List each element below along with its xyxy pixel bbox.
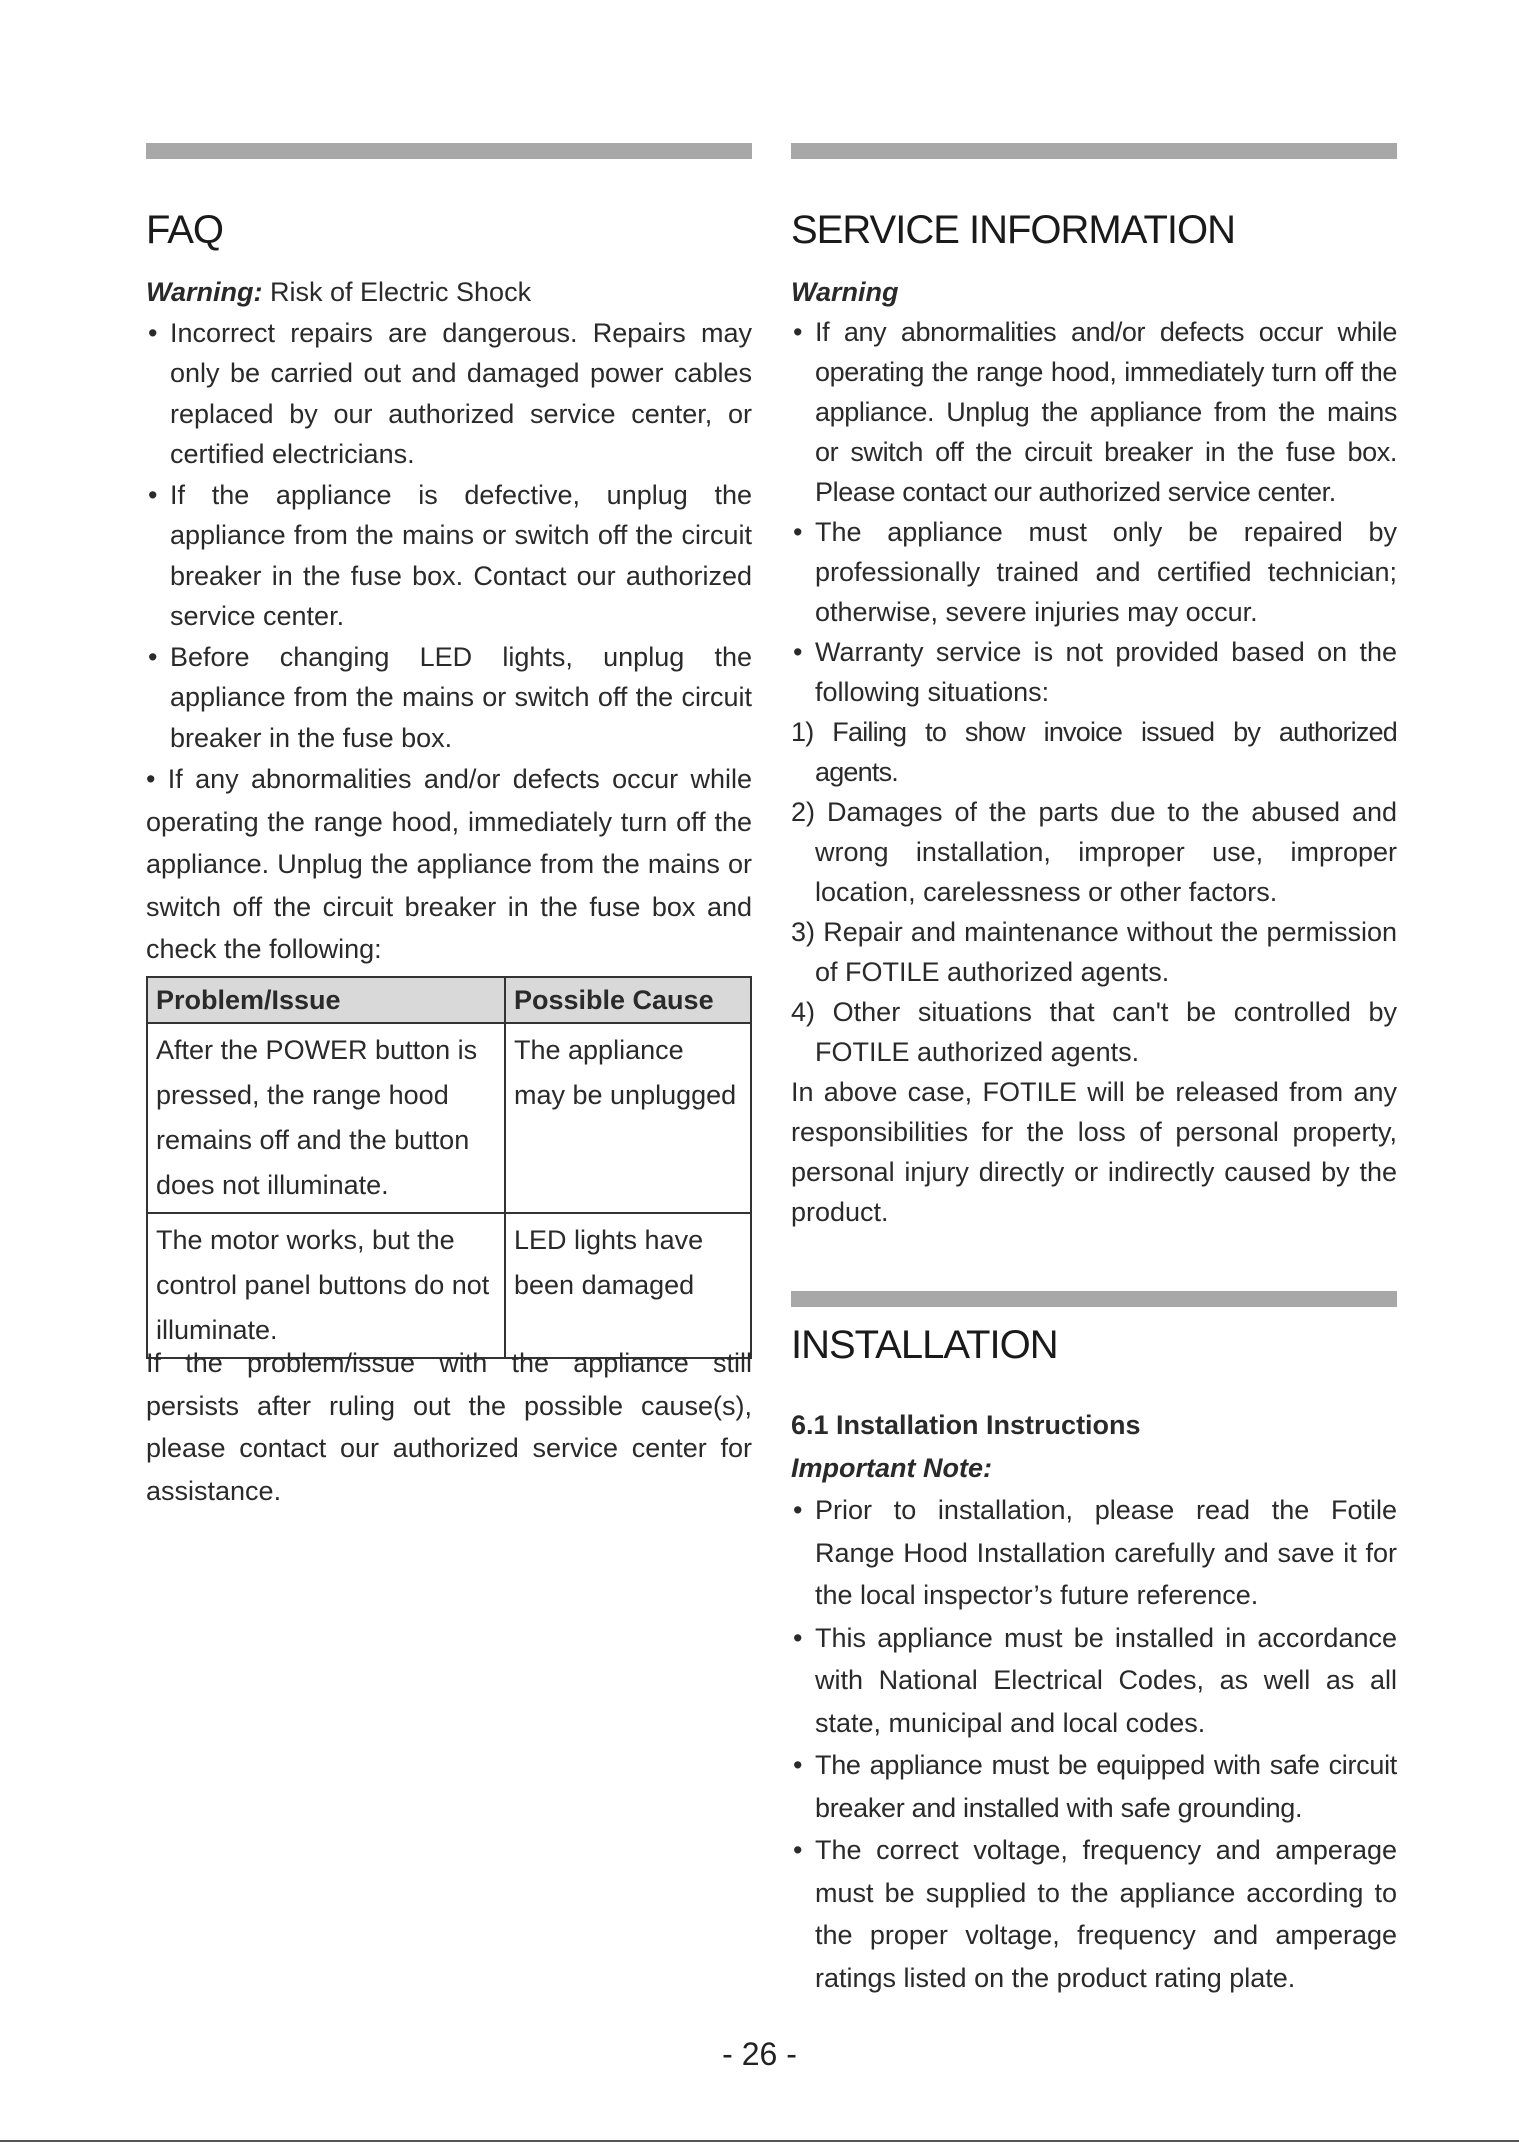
table-row xyxy=(147,1213,751,1358)
faq-intro: • If any abnormalities and/or defects occur while operating the range hood, immediately turn off the appliance. Unplug the appliance from the mains or switch off the circuit breaker in the fuse box and check the following: xyxy=(146,764,752,964)
section-divider-bar xyxy=(146,143,752,159)
situation-item: 4) Other situations that can't be controlled by FOTILE authorized agents. xyxy=(791,997,1397,1067)
situation-item: 1) Failing to show invoice issued by authorized agents. xyxy=(791,717,1397,787)
table-cell-problem: After the POWER button is pressed, the range hood remains off and the button does not illuminate. xyxy=(147,1023,505,1213)
situation-item: 2) Damages of the parts due to the abused and wrong installation, improper use, improper location, carelessness or other factors. xyxy=(791,797,1397,907)
faq-bullet: • Incorrect repairs are dangerous. Repairs may only be carried out and damaged power cables replaced by our authorized service center, or certified electricians. xyxy=(146,313,752,475)
faq-title: FAQ xyxy=(146,208,224,252)
faq-bullet: • Before changing LED lights, unplug the appliance from the mains or switch off the circuit breaker in the fuse box. xyxy=(146,637,752,759)
faq-warning xyxy=(146,272,752,313)
table-cell-cause: The appliance may be unplugged xyxy=(505,1023,751,1213)
service-bullet: • If any abnormalities and/or defects occur while operating the range hood, immediately turn off the appliance. Unplug the appliance from the mains or switch off the circuit breaker in the fuse box. Please contact our authorized service center. xyxy=(791,312,1397,512)
installation-subtitle: 6.1 Installation Instructions xyxy=(791,1410,1141,1440)
faq-body xyxy=(146,272,752,971)
table-cell-problem: The motor works, but the control panel buttons do not illuminate. xyxy=(147,1213,505,1358)
table-row xyxy=(147,1023,751,1213)
table-cell-cause: LED lights have been damaged xyxy=(505,1213,751,1358)
service-bullet: • The appliance must only be repaired by professionally trained and certified technician; otherwise, severe injuries may occur. xyxy=(791,512,1397,632)
page-number: - 26 - xyxy=(722,2036,797,2072)
installation-bullet: • The appliance must be equipped with safe circuit breaker and installed with safe grounding. xyxy=(791,1744,1397,1829)
service-title: SERVICE INFORMATION xyxy=(791,208,1236,252)
installation-body xyxy=(791,1404,1397,1999)
service-closing: In above case, FOTILE will be released from any responsibilities for the loss of personal property, personal injury directly or indirectly caused by the product. xyxy=(791,1077,1397,1227)
faq-bullet: • If the appliance is defective, unplug the appliance from the mains or switch off the circuit breaker in the fuse box. Contact our authorized service center. xyxy=(146,475,752,637)
installation-bullet: • The correct voltage, frequency and amperage must be supplied to the appliance according to the proper voltage, frequency and amperage ratings listed on the product rating plate. xyxy=(791,1829,1397,1999)
warning-label: Warning: xyxy=(146,277,263,307)
service-body xyxy=(791,272,1397,1232)
table-header-row xyxy=(147,977,751,1023)
section-divider-bar xyxy=(791,143,1397,159)
table-header-cause: Possible Cause xyxy=(505,977,751,1023)
installation-title: INSTALLATION xyxy=(791,1323,1058,1367)
bottom-rule xyxy=(0,2140,1519,2142)
faq-closing: If the problem/issue with the appliance still persists after ruling out the possible cause(s), please contact our authorized service center for assistance. xyxy=(146,1348,752,1506)
installation-bullet: • Prior to installation, please read the Fotile Range Hood Installation carefully and save it for the local inspector’s future reference. xyxy=(791,1489,1397,1617)
service-bullet: • Warranty service is not provided based on the following situations: xyxy=(791,632,1397,712)
important-note-label: Important Note: xyxy=(791,1452,992,1483)
installation-bullet: • This appliance must be installed in accordance with National Electrical Codes, as well as all state, municipal and local codes. xyxy=(791,1617,1397,1745)
table-header-problem: Problem/Issue xyxy=(147,977,505,1023)
section-divider-bar xyxy=(791,1291,1397,1307)
faq-table xyxy=(146,976,752,1359)
situation-item: 3) Repair and maintenance without the permission of FOTILE authorized agents. xyxy=(791,917,1397,987)
warning-text: Risk of Electric Shock xyxy=(262,277,532,307)
service-warning-label: Warning xyxy=(791,277,899,307)
